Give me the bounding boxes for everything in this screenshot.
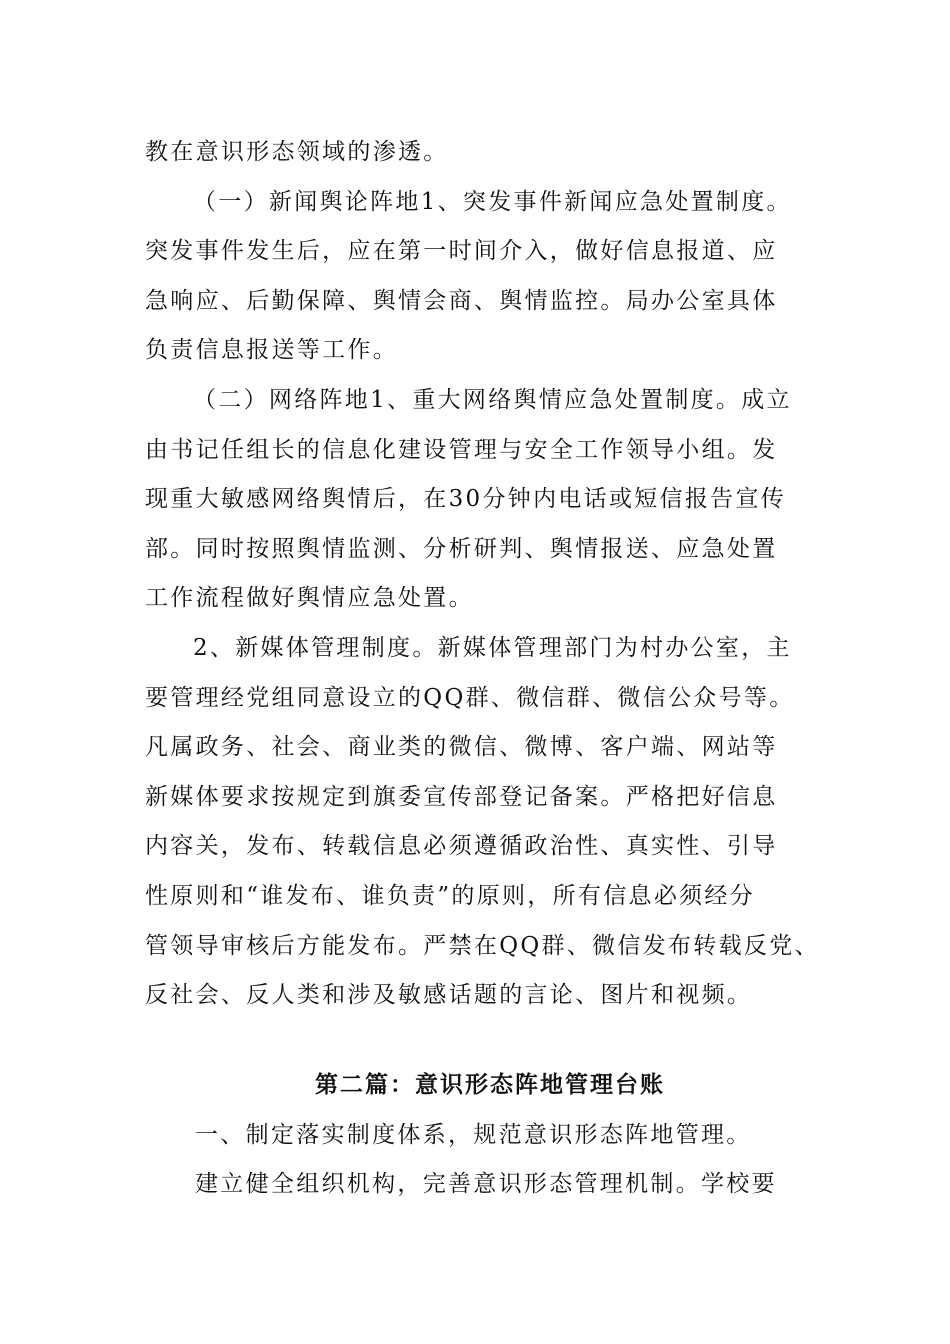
paragraph-line: 急响应、后勤保障、舆情会商、舆情监控。局办公室具体 xyxy=(145,287,778,314)
paragraph-line: 由书记任组长的信息化建设管理与安全工作领导小组。发 xyxy=(145,436,778,463)
paragraph-line: 新媒体要求按规定到旗委宣传部登记备案。严格把好信息 xyxy=(145,783,778,810)
paragraph-line: 管领导审核后方能发布。严禁在QQ群、微信发布转载反党、 xyxy=(145,932,820,959)
paragraph-line: 反社会、反人类和涉及敏感话题的言论、图片和视频。 xyxy=(145,982,753,1009)
paragraph-line: 一、制定落实制度体系，规范意识形态阵地管理。 xyxy=(195,1121,752,1148)
section-heading: 第二篇：意识形态阵地管理台账 xyxy=(315,1071,665,1098)
paragraph-line: 负责信息报送等工作。 xyxy=(145,337,398,364)
section-new-media xyxy=(145,624,820,1021)
section-news-positions xyxy=(145,178,805,376)
paragraph-line: （二）网络阵地1、重大网络舆情应急处置制度。成立 xyxy=(193,386,792,413)
paragraph-line: 凡属政务、社会、商业类的微信、微博、客户端、网站等 xyxy=(145,734,778,761)
intro-tail-line: 教在意识形态领域的渗透。 xyxy=(145,139,449,165)
section-network-positions xyxy=(145,376,805,624)
paragraph-line: 性原则和“谁发布、谁负责”的原则，所有信息必须经分 xyxy=(145,882,756,909)
paragraph-line: （一）新闻舆论阵地1、突发事件新闻应急处置制度。 xyxy=(193,188,792,215)
paragraph-line: 部。同时按照舆情监测、分析研判、舆情报送、应急处置 xyxy=(145,535,778,562)
paragraph-line: 建立健全组织机构，完善意识形态管理机制。学校要 xyxy=(195,1171,777,1198)
paragraph-line: 突发事件发生后，应在第一时间介入，做好信息报道、应 xyxy=(145,238,778,265)
section-system xyxy=(145,1111,805,1210)
spacer xyxy=(145,1021,805,1059)
paragraph-line: 2、新媒体管理制度。新媒体管理部门为村办公室，主 xyxy=(193,634,792,661)
paragraph-line: 工作流程做好舆情应急处置。 xyxy=(145,585,474,612)
document-page xyxy=(145,128,820,1210)
paragraph-line: 现重大敏感网络舆情后，在30分钟内电话或短信报告宣传 xyxy=(145,486,787,513)
paragraph-line: 要管理经党组同意设立的QQ群、微信群、微信公众号等。 xyxy=(145,684,795,711)
paragraph-line: 内容关，发布、转载信息必须遵循政治性、真实性、引导 xyxy=(145,833,778,860)
